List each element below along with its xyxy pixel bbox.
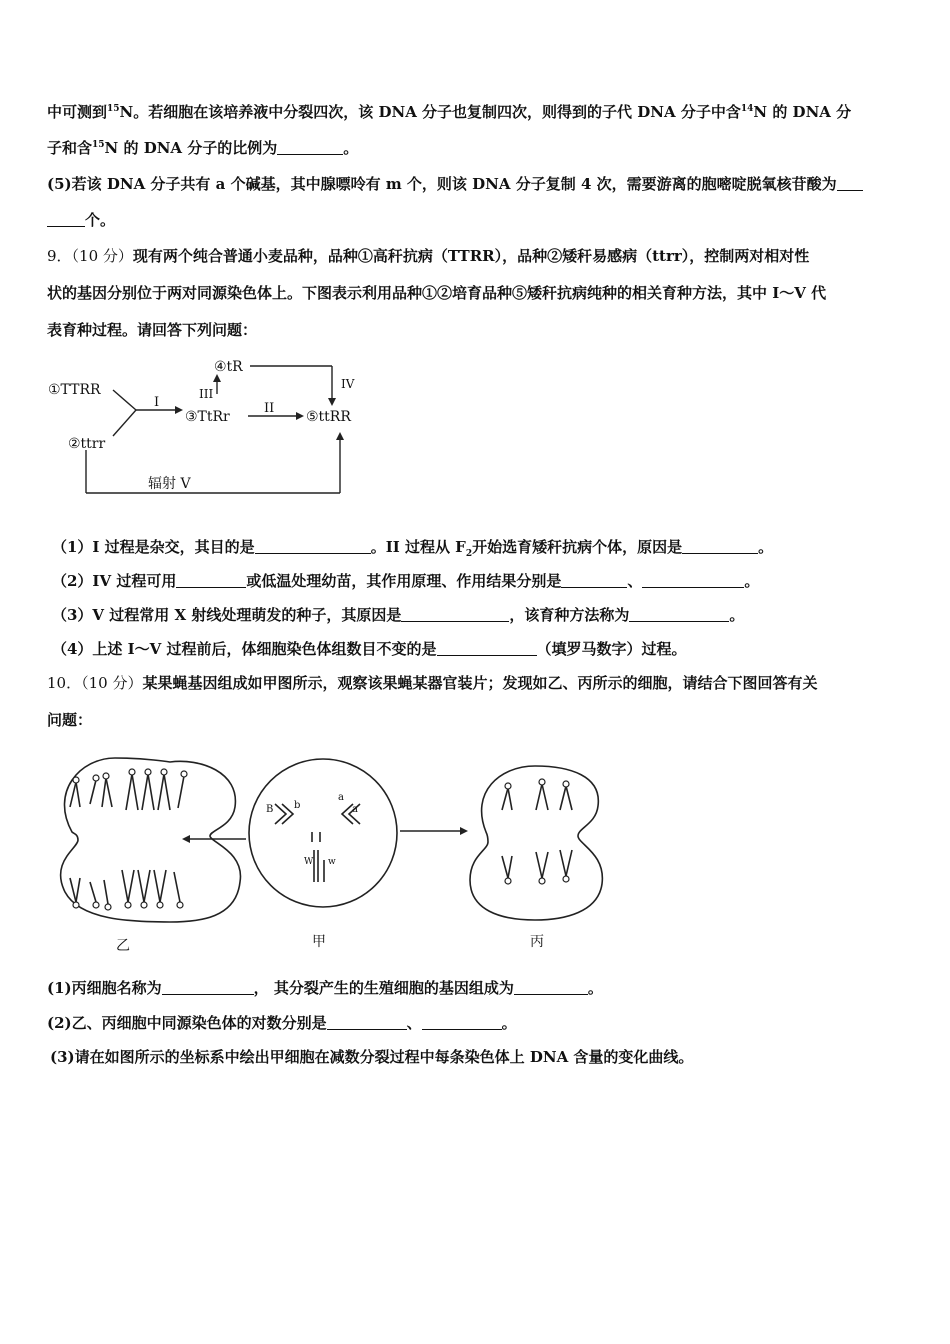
step-label-4: IV <box>341 377 355 391</box>
q9-part-2: （2）IV 过程可用 或低温处理幼苗，其作用原理、作用结果分别是 、 。 <box>52 572 760 590</box>
q10-part-3: (3)请在如图所示的坐标系中绘出甲细胞在减数分裂过程中每条染色体上 DNA 含量的变化曲线。 <box>50 1048 694 1066</box>
answer-blank[interactable] <box>642 573 744 588</box>
gene-label-B: B <box>266 804 274 815</box>
q10-line-1: 10．（10 分）某果蝇基因组成如甲图所示，观察该果蝇某器官装片；发现如乙、丙所示的细胞，请结合下图回答有关 <box>47 674 818 692</box>
answer-blank[interactable] <box>514 980 588 995</box>
cell-caption-yi: 乙 <box>116 938 130 954</box>
node-ttrr-parent1: ①TTRR <box>48 382 101 398</box>
q9-line-1: 9．（10 分）现有两个纯合普通小麦品种，品种①高秆抗病（TTRR），品种②矮秆易感病（ttrr），控制两对相对性 <box>47 247 810 265</box>
node-haploid: ④tR <box>214 359 243 375</box>
step-label-3: III <box>199 387 214 401</box>
node-target: ⑤ttRR <box>306 409 351 425</box>
q9-part-4: （4）上述 I～V 过程前后，体细胞染色体组数目不变的是 （填罗马数字）过程。 <box>52 640 687 658</box>
answer-blank[interactable] <box>629 607 729 622</box>
breeding-diagram <box>40 350 370 500</box>
q10-line-2: 问题： <box>47 711 93 729</box>
answer-blank[interactable] <box>327 1015 407 1030</box>
q9-part-1: （1）I 过程是杂交，其目的是 。II 过程从 $F_2$开始选育矮秆抗病个体，原因是 。 <box>52 538 774 559</box>
q10-part-1: (1)丙细胞名称为 ， 其分裂产生的生殖细胞的基因组成为 。 <box>47 979 603 997</box>
q9-line-2: 状的基因分别位于两对同源染色体上。下图表示利用品种①②培育品种⑤矮秆抗病纯种的相关育种方法，其中 I～V 代 <box>47 284 827 302</box>
answer-blank[interactable] <box>422 1015 502 1030</box>
cell-bing-outline <box>470 766 602 920</box>
cell-yi-outline <box>61 758 241 922</box>
step-label-5: 辐射 V <box>148 476 191 492</box>
cell-caption-jia: 甲 <box>312 934 326 950</box>
answer-blank[interactable] <box>682 539 758 554</box>
gene-label-a2: a <box>352 804 358 815</box>
q8-line-3: (5)若该 DNA 分子共有 a 个碱基，其中腺嘌呤有 m 个，则该 DNA 分子复制 4 次，需要游离的胞嘧啶脱氧核苷酸为 <box>47 174 863 194</box>
answer-blank[interactable] <box>401 607 509 622</box>
step-label-1: I <box>154 395 160 410</box>
answer-blank[interactable] <box>437 641 537 656</box>
gene-label-w: w <box>328 857 336 867</box>
q9-part-3: （3）V 过程常用 X 射线处理萌发的种子，其原因是 ，该育种方法称为 。 <box>52 606 745 624</box>
answer-blank[interactable] <box>47 212 85 227</box>
answer-blank[interactable] <box>176 573 246 588</box>
q8-line-4: 个。 <box>47 210 115 230</box>
q9-line-3: 表育种过程。请回答下列问题： <box>47 321 258 339</box>
gene-label-a1: a <box>338 792 344 803</box>
node-ttrr-parent2: ②ttrr <box>68 436 106 452</box>
q8-line-2: 子和含$^{15}$N 的 DNA 分子的比例为 。 <box>47 139 359 157</box>
q8-line-1: 中可测到$^{15}$N。若细胞在该培养液中分裂四次，该 DNA 分子也复制四次，则得到的子代 DNA 分子中含$^{14}$N 的 DNA 分 <box>47 103 852 121</box>
meiosis-figure <box>50 752 610 957</box>
step-label-2: II <box>264 401 275 416</box>
cell-caption-bing: 丙 <box>530 934 544 950</box>
answer-blank[interactable] <box>162 980 254 995</box>
cell-jia-outline <box>249 759 397 907</box>
answer-blank[interactable] <box>561 573 627 588</box>
q10-part-2: (2)乙、丙细胞中同源染色体的对数分别是 、 。 <box>47 1014 517 1032</box>
answer-blank[interactable] <box>277 140 343 155</box>
answer-blank[interactable] <box>255 539 371 554</box>
gene-label-b: b <box>294 800 301 811</box>
gene-label-W: W <box>304 857 314 867</box>
answer-blank[interactable] <box>837 176 863 191</box>
node-f1: ③TtRr <box>185 409 230 425</box>
